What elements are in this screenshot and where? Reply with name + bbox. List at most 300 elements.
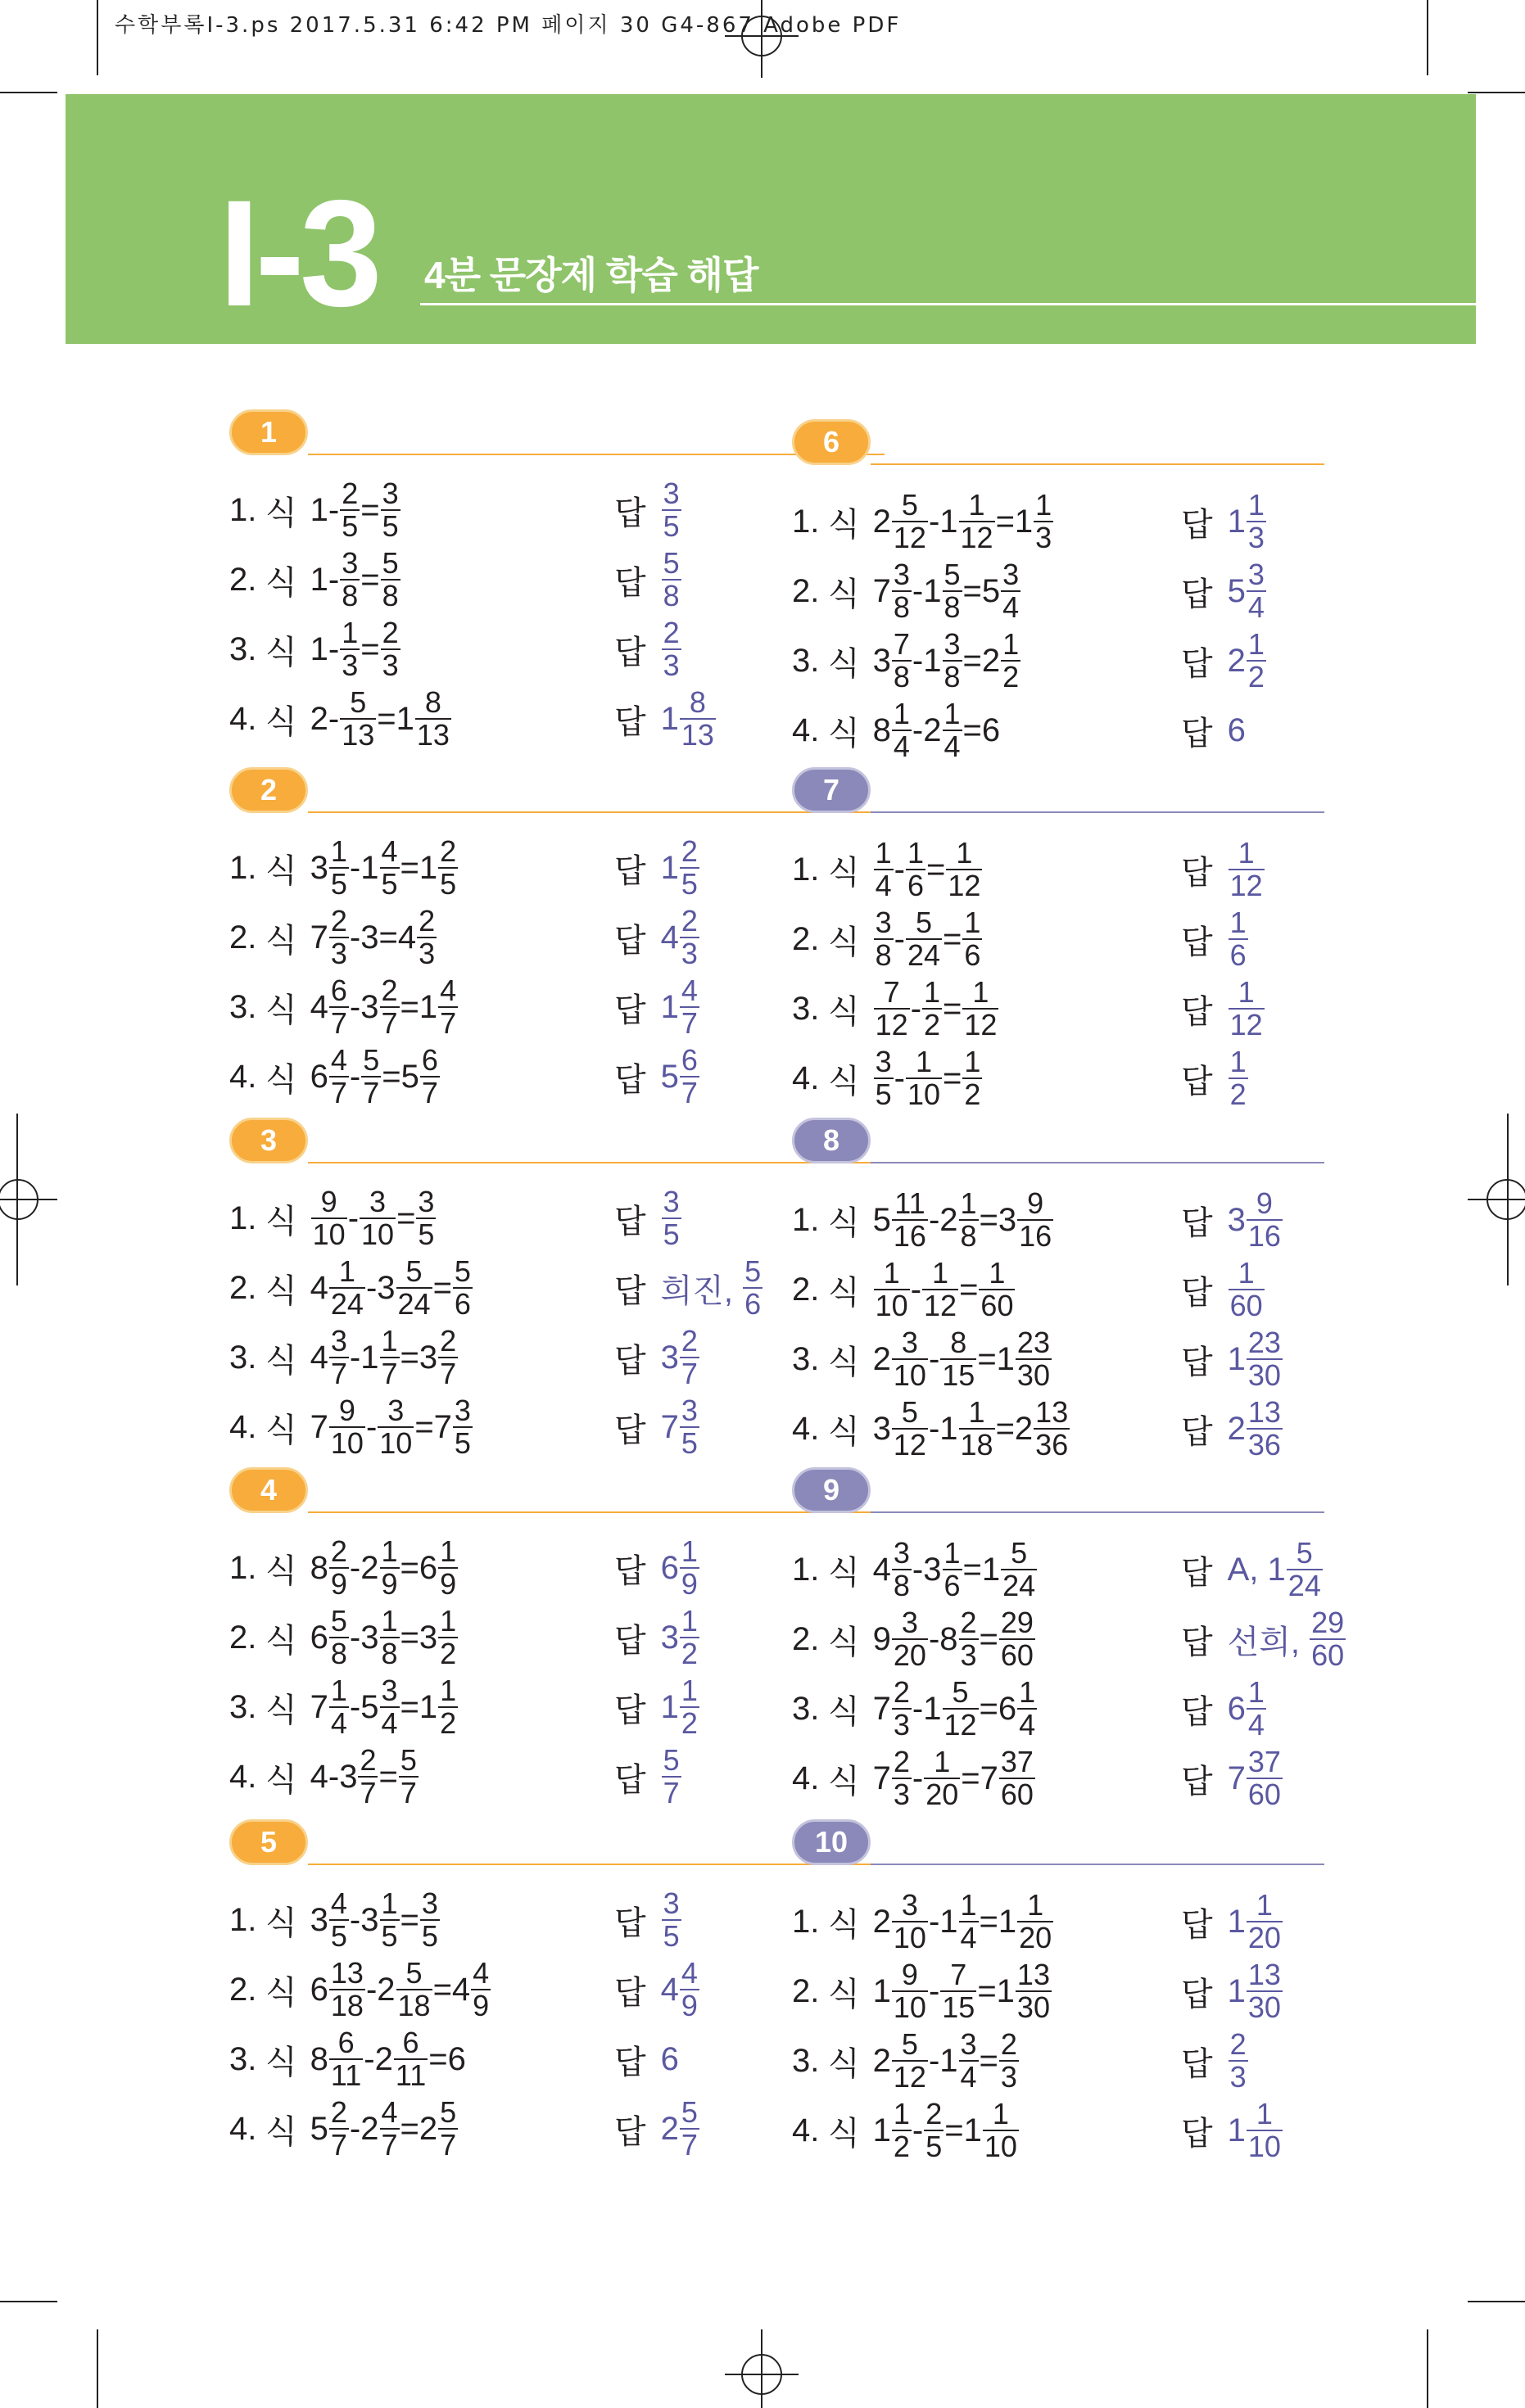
- numerator: 4: [330, 1886, 347, 1921]
- math-text: 4: [872, 1551, 891, 1588]
- formula: [873, 1327, 1052, 1391]
- numerator: 2: [681, 904, 698, 938]
- denominator: 5: [421, 1919, 438, 1953]
- fraction: [983, 2099, 1019, 2162]
- denominator: 5: [681, 867, 698, 901]
- denominator: 12: [1229, 869, 1263, 902]
- denominator: 7: [330, 1076, 347, 1109]
- fraction: [680, 1606, 699, 1669]
- denominator: 8: [893, 590, 910, 624]
- answer-label: 답: [614, 2044, 646, 2080]
- answer-value: [661, 1045, 700, 1109]
- numerator: 2: [893, 1745, 910, 1779]
- numerator: 3: [369, 1185, 387, 1219]
- denominator: 7: [440, 2128, 457, 2162]
- answer: [1181, 1890, 1283, 1954]
- answer-value: [1228, 629, 1267, 693]
- fraction: [380, 975, 400, 1039]
- fraction: [892, 1890, 928, 1954]
- answer-value: [661, 1675, 700, 1739]
- formula-label: 식: [265, 1412, 297, 1448]
- answer-label: 답: [614, 703, 646, 740]
- math-text: 2: [1227, 642, 1246, 679]
- numerator: 6: [421, 1043, 438, 1078]
- numerator: 13: [1016, 1958, 1050, 1992]
- math-text: =7: [414, 1408, 452, 1445]
- math-text: =1: [977, 1340, 1015, 1377]
- problem-row: [229, 1256, 473, 1320]
- chapter-code: I-3: [219, 169, 378, 338]
- answer-label: 답: [614, 1761, 646, 1798]
- fraction: [922, 977, 942, 1041]
- denominator: 36: [1035, 1428, 1069, 1462]
- numerator: 3: [875, 906, 892, 940]
- math-text: -: [365, 1408, 378, 1445]
- formula: [873, 1890, 1055, 1954]
- answer-value: [1228, 490, 1267, 553]
- math-text: 2: [872, 2042, 891, 2079]
- denominator: 60: [1229, 1289, 1263, 1322]
- answer-value: [661, 1536, 700, 1600]
- answer-value: [1228, 1046, 1249, 1110]
- numerator: 1: [960, 1186, 977, 1221]
- fraction: [662, 478, 681, 542]
- math-text: 1: [1227, 503, 1246, 540]
- fraction: [329, 1395, 365, 1459]
- problem-row: [792, 559, 1021, 623]
- math-text: -: [894, 851, 905, 888]
- problem-number: 2.: [792, 1972, 820, 2009]
- formula: [310, 836, 459, 900]
- problem-row: [229, 836, 459, 900]
- fraction: [329, 1888, 349, 1952]
- formula-label: 식: [828, 506, 860, 543]
- fraction: [438, 1536, 458, 1600]
- math-text: 희진,: [660, 1272, 743, 1309]
- denominator: 5: [925, 2130, 943, 2163]
- numerator: 1: [681, 1534, 698, 1569]
- fraction: [311, 1186, 347, 1250]
- denominator: 5: [381, 1919, 398, 1953]
- math-text: 1: [1227, 1972, 1246, 2009]
- denominator: 16: [893, 1219, 926, 1253]
- fraction: [892, 1677, 912, 1741]
- denominator: 5: [663, 509, 680, 543]
- math-text: =: [378, 1758, 398, 1795]
- numerator: 1: [1238, 1256, 1255, 1290]
- answer: [1181, 1677, 1267, 1741]
- formula: [310, 1888, 441, 1952]
- numerator: 2: [330, 1534, 347, 1569]
- math-text: 1: [660, 1688, 679, 1725]
- fraction: [358, 1745, 378, 1809]
- fraction: [892, 1746, 912, 1810]
- section-divider: [308, 1864, 885, 1865]
- answer-value: [1228, 838, 1265, 901]
- answer-label: 답: [1181, 1624, 1213, 1660]
- math-text: 6: [310, 1619, 328, 1656]
- math-text: 5: [310, 2110, 328, 2147]
- denominator: 4: [875, 869, 892, 902]
- numerator: 2: [893, 1675, 910, 1710]
- math-text: -2: [349, 1549, 379, 1586]
- denominator: 4: [893, 730, 910, 763]
- answer-value: [661, 1326, 700, 1389]
- formula: [873, 2099, 1020, 2162]
- math-text: =4: [432, 1971, 471, 2008]
- formula-label: 식: [828, 645, 860, 682]
- denominator: 36: [1247, 1428, 1281, 1462]
- problem-number: 2.: [229, 919, 257, 956]
- fraction: [892, 1397, 928, 1461]
- denominator: 5: [381, 867, 398, 901]
- answer: [1181, 1046, 1249, 1110]
- problem-number: 3.: [229, 1688, 257, 1725]
- answer: [1181, 1327, 1283, 1391]
- denominator: 2: [964, 1078, 981, 1111]
- fraction: [680, 687, 716, 751]
- fraction: [922, 1258, 958, 1321]
- numerator: 6: [337, 2026, 355, 2060]
- formula-label: 식: [828, 1693, 860, 1730]
- math-text: =2: [962, 642, 1001, 679]
- problem-row: [792, 838, 983, 901]
- math-text: =3: [400, 1339, 438, 1376]
- denominator: 20: [1247, 1921, 1281, 1954]
- title-underline: [420, 303, 1477, 305]
- problem-row: [792, 1959, 1052, 2023]
- problem-row: [792, 698, 1000, 762]
- denominator: 20: [925, 1778, 959, 1811]
- fraction: [892, 1959, 928, 2023]
- denominator: 3: [419, 937, 436, 970]
- numerator: 3: [330, 1324, 347, 1358]
- formula-label: 식: [828, 1274, 860, 1311]
- numerator: 1: [883, 1256, 900, 1290]
- denominator: 3: [382, 648, 399, 682]
- fraction: [943, 698, 962, 762]
- numerator: 5: [382, 546, 399, 581]
- denominator: 7: [663, 1776, 680, 1809]
- math-text: 3: [872, 1410, 891, 1447]
- problem-row: [792, 1607, 1036, 1671]
- numerator: 7: [883, 975, 900, 1010]
- problem-row: [229, 906, 437, 969]
- numerator: 3: [342, 546, 359, 581]
- fraction: [999, 2029, 1019, 2093]
- numerator: 1: [1229, 1045, 1247, 1079]
- numerator: 13: [1035, 1395, 1069, 1430]
- formula: [873, 1959, 1052, 2023]
- math-text: -: [894, 920, 905, 957]
- math-text: 2-: [310, 700, 340, 737]
- problem-row: [792, 1258, 1016, 1321]
- section-divider: [871, 811, 1324, 813]
- numerator: 5: [681, 2095, 698, 2130]
- fraction: [381, 617, 400, 681]
- denominator: 5: [663, 1919, 680, 1953]
- answer: [1181, 838, 1265, 901]
- numerator: 5: [744, 1254, 762, 1289]
- formula: [873, 698, 1001, 762]
- denominator: 5: [663, 1218, 680, 1251]
- fraction: [329, 1958, 365, 2022]
- numerator: 2: [360, 1743, 377, 1778]
- fraction: [381, 478, 400, 542]
- math-text: 3: [310, 849, 328, 886]
- math-text: 4: [310, 1339, 328, 1376]
- section-number-badge: 7: [792, 767, 871, 813]
- fraction: [892, 559, 912, 623]
- math-text: 7: [310, 1688, 328, 1725]
- answer-label: 답: [1181, 2045, 1213, 2082]
- answer: [614, 1536, 700, 1600]
- formula: [873, 838, 984, 901]
- answer: [614, 1186, 682, 1250]
- numerator: 1: [681, 1674, 698, 1708]
- numerator: 1: [1002, 627, 1020, 662]
- numerator: 1: [944, 1536, 961, 1570]
- formula: [310, 1045, 441, 1109]
- numerator: 5: [454, 1254, 471, 1289]
- math-text: A, 1: [1227, 1551, 1286, 1588]
- denominator: 3: [330, 937, 347, 970]
- registration-mark-bottom: [721, 2325, 803, 2408]
- denominator: 6: [964, 938, 981, 972]
- formula: [873, 1746, 1036, 1810]
- fraction: [959, 1607, 979, 1671]
- answer-label: 답: [614, 634, 646, 671]
- answer-value: [1228, 559, 1267, 623]
- answer-label: 답: [1181, 2115, 1213, 2152]
- formula-label: 식: [828, 1976, 860, 2013]
- math-text: =: [979, 1620, 998, 1657]
- formula: [310, 548, 401, 612]
- answer-value: [1228, 2029, 1249, 2093]
- denominator: 16: [1247, 1219, 1281, 1253]
- math-text: -: [912, 2112, 924, 2148]
- math-text: =1: [962, 1551, 1001, 1588]
- numerator: 1: [1238, 975, 1255, 1010]
- answer-label: 답: [614, 1692, 646, 1728]
- formula-label: 식: [265, 1552, 297, 1589]
- formula: [873, 490, 1055, 553]
- numerator: 1: [338, 1254, 355, 1289]
- formula: [310, 1606, 459, 1669]
- numerator: 3: [421, 1886, 438, 1921]
- fraction: [940, 1959, 976, 2023]
- answer: [1181, 1746, 1283, 1810]
- numerator: 23: [1016, 1326, 1050, 1360]
- denominator: 6: [944, 1569, 961, 1602]
- problem-row: [792, 1046, 983, 1110]
- denominator: 8: [330, 1637, 347, 1670]
- answer-label: 답: [1181, 576, 1213, 612]
- math-text: =1: [400, 1688, 438, 1725]
- numerator: 8: [689, 685, 706, 720]
- numerator: 4: [473, 1956, 490, 1990]
- numerator: 7: [893, 627, 910, 662]
- denominator: 7: [363, 1076, 380, 1109]
- fraction: [396, 1958, 432, 2022]
- problem-row: [792, 907, 983, 971]
- formula: [873, 2029, 1020, 2093]
- section-divider: [871, 463, 1324, 465]
- math-text: =2: [400, 2110, 438, 2147]
- answer-label: 답: [1181, 1204, 1213, 1241]
- answer-value: [1228, 2099, 1283, 2162]
- denominator: 2: [1247, 660, 1265, 693]
- math-text: 6: [1227, 712, 1246, 748]
- answer-value: [1228, 1890, 1283, 1954]
- section-divider: [871, 1511, 1324, 1513]
- fraction: [329, 2027, 363, 2091]
- denominator: 8: [893, 1569, 910, 1602]
- fraction: [420, 1045, 440, 1109]
- fraction: [680, 975, 699, 1039]
- fraction: [438, 975, 458, 1039]
- numerator: 9: [1256, 1186, 1273, 1221]
- math-text: =: [400, 1901, 419, 1938]
- fraction: [1247, 629, 1266, 693]
- fraction: [940, 1327, 976, 1391]
- fraction: [943, 559, 962, 623]
- numerator: 4: [381, 834, 398, 869]
- fraction: [1247, 2099, 1283, 2162]
- problem-number: 4.: [792, 1760, 820, 1796]
- numerator: 9: [338, 1394, 355, 1428]
- formula-label: 식: [828, 1554, 860, 1591]
- math-text: 1: [1227, 1340, 1246, 1377]
- math-text: 1-: [310, 630, 340, 667]
- denominator: 12: [893, 1428, 926, 1462]
- denominator: 60: [980, 1289, 1014, 1322]
- problem-number: 1.: [229, 491, 257, 528]
- numerator: 1: [893, 697, 910, 731]
- answer-label: 답: [614, 1061, 646, 1098]
- fraction: [1247, 1677, 1266, 1741]
- math-text: =2: [995, 1410, 1034, 1447]
- math-text: 1-: [310, 491, 340, 528]
- denominator: 18: [960, 1428, 993, 1462]
- fraction: [874, 838, 894, 901]
- numerator: 2: [681, 834, 698, 869]
- fraction: [329, 1675, 349, 1739]
- formula: [310, 1395, 473, 1459]
- numerator: 3: [893, 558, 910, 592]
- fraction: [999, 1607, 1035, 1671]
- fraction: [438, 1326, 458, 1389]
- math-text: -: [912, 1760, 924, 1796]
- math-text: 8: [310, 1549, 328, 1586]
- answer-value: [661, 1606, 700, 1669]
- numerator: 1: [440, 1604, 457, 1638]
- denominator: 30: [1016, 1358, 1050, 1392]
- formula-label: 식: [265, 992, 297, 1028]
- denominator: 8: [944, 660, 961, 693]
- answer: [614, 836, 700, 900]
- answer: [1181, 2029, 1249, 2093]
- problem-number: 4.: [229, 1758, 257, 1795]
- math-text: =: [979, 2042, 998, 2079]
- answer-label: 답: [1181, 506, 1213, 543]
- section-number-badge: 6: [792, 419, 871, 465]
- math-text: 1: [660, 849, 679, 886]
- denominator: 5: [681, 1426, 698, 1460]
- numerator: 1: [972, 975, 989, 1010]
- math-text: =5: [962, 572, 1001, 609]
- denominator: 3: [960, 1638, 977, 1672]
- fraction: [892, 490, 928, 553]
- fraction: [959, 1397, 995, 1461]
- denominator: 6: [744, 1287, 762, 1321]
- math-text: 선희,: [1227, 1624, 1310, 1660]
- answer-label: 답: [614, 1342, 646, 1379]
- formula: [310, 1186, 437, 1250]
- fraction: [1229, 2029, 1248, 2093]
- denominator: 4: [381, 1706, 398, 1740]
- denominator: 7: [330, 2128, 347, 2162]
- fraction: [340, 548, 360, 612]
- numerator: 6: [402, 2026, 419, 2060]
- numerator: 3: [901, 1326, 918, 1360]
- fraction: [329, 1606, 349, 1669]
- math-text: =3: [979, 1201, 1017, 1238]
- numerator: 1: [681, 1604, 698, 1638]
- math-text: -: [349, 1058, 361, 1095]
- fraction: [453, 1395, 473, 1459]
- formula-label: 식: [828, 1344, 860, 1380]
- math-text: =3: [400, 1619, 438, 1656]
- fraction: [959, 1890, 979, 1954]
- problem-number: 1.: [792, 1903, 820, 1940]
- formula-label: 식: [265, 703, 297, 740]
- numerator: 3: [454, 1394, 471, 1428]
- math-text: -1: [928, 1903, 958, 1940]
- fraction: [959, 490, 995, 553]
- fraction: [924, 2099, 944, 2162]
- answer-label: 답: [614, 852, 646, 889]
- fraction: [380, 1888, 400, 1952]
- answer-label: 답: [1181, 715, 1213, 752]
- math-text: -1: [912, 642, 942, 679]
- denominator: 10: [361, 1218, 395, 1251]
- denominator: 3: [342, 648, 359, 682]
- denominator: 7: [381, 1357, 398, 1390]
- formula-label: 식: [828, 1906, 860, 1943]
- denominator: 24: [907, 938, 941, 972]
- fraction: [924, 1746, 960, 1810]
- numerator: 3: [944, 627, 961, 662]
- formula: [310, 975, 459, 1039]
- answer-label: 답: [614, 564, 646, 601]
- numerator: 4: [681, 974, 698, 1008]
- numerator: 3: [901, 1606, 918, 1640]
- math-text: -2: [912, 712, 942, 748]
- denominator: 5: [454, 1426, 471, 1460]
- math-text: 2: [1227, 1410, 1246, 1447]
- problem-row: [229, 1888, 441, 1952]
- denominator: 8: [893, 660, 910, 693]
- formula: [310, 478, 401, 542]
- denominator: 60: [1311, 1638, 1345, 1672]
- denominator: 12: [875, 1008, 908, 1041]
- fraction: [1247, 490, 1266, 553]
- numerator: 1: [1247, 1675, 1265, 1710]
- denominator: 3: [1247, 521, 1265, 554]
- numerator: 5: [363, 1043, 380, 1078]
- answer: [1181, 1959, 1283, 2023]
